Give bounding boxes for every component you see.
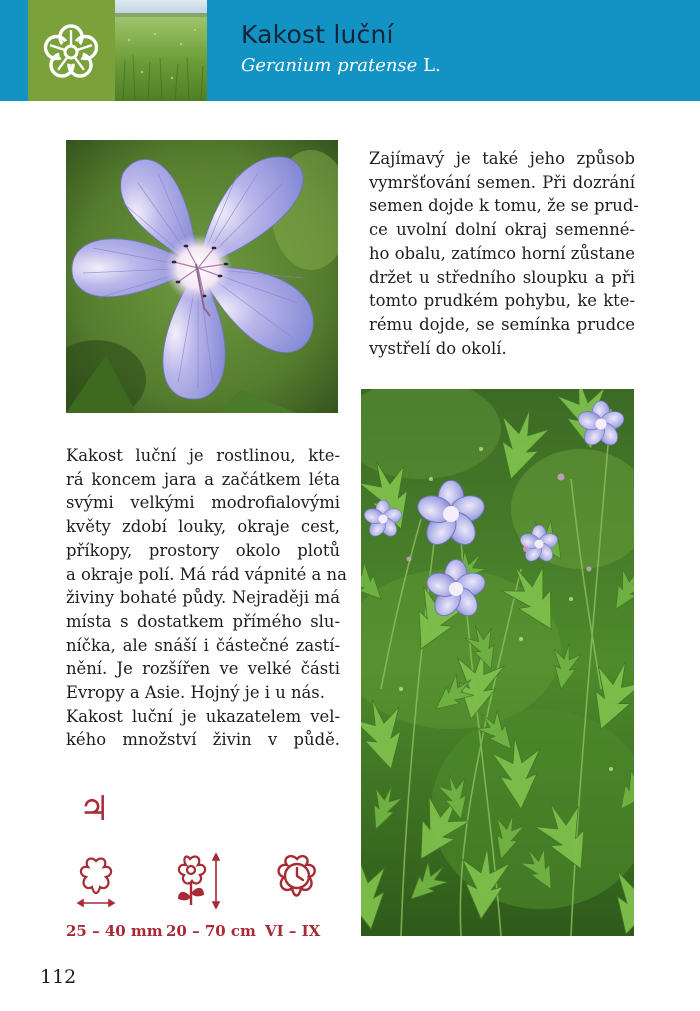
text-line: kého množství živin v půdě.: [66, 730, 340, 750]
description-paragraph: [66, 444, 347, 752]
text-line: nění. Je rozšířen ve velké části: [66, 659, 340, 679]
text-line: rému dojde, se semínka prudce: [369, 314, 635, 334]
text-line: Zajímavý je také jeho způsob: [369, 149, 635, 168]
flower-closeup-photo: [66, 140, 338, 413]
flower-size-label: 25 – 40 mm: [66, 922, 163, 940]
text-line: příkopy, prostory okolo plotů: [66, 540, 340, 560]
text-line: místa s dostatkem přímého slu-: [66, 611, 340, 631]
page-title: Kakost luční: [241, 20, 394, 49]
seed-dispersal-paragraph: [369, 147, 639, 360]
category-icon-box: [28, 0, 115, 101]
page-number: 112: [40, 966, 77, 988]
text-line: a okraje polí. Má rád vápnité a na: [66, 564, 347, 584]
text-line: rá koncem jara a začátkem léta: [66, 469, 340, 489]
perennial-symbol: ♃: [79, 789, 110, 829]
text-line: níčka, ale snáší i částečné zastí-: [66, 635, 340, 655]
plant-habit-photo: [361, 389, 634, 936]
latin-name: [241, 55, 441, 76]
flowering-months-label: VI – IX: [265, 922, 321, 940]
plant-height-label: 20 – 70 cm: [166, 922, 256, 940]
header-left-strip: [0, 0, 28, 101]
text-line: Kakost luční je ukazatelem vel-: [66, 706, 340, 726]
flower-category-icon: [41, 23, 101, 81]
flower-size-icon: [76, 853, 116, 911]
text-line: tomto prudkém pohybu, ke kte-: [369, 291, 635, 311]
text-line: živiny bohaté půdy. Nejraději má: [66, 588, 340, 608]
page-header: [0, 0, 700, 101]
text-line: Evropy a Asie. Hojný je i u nás.: [66, 683, 325, 703]
text-line: květy zdobí louky, okraje cest,: [66, 517, 340, 537]
latin-species: Geranium pratense: [241, 55, 418, 76]
plant-height-icon: [172, 853, 224, 909]
text-line: ce uvolní dolní okraj semenné-: [369, 220, 635, 240]
text-line: svými velkými modrofialovými: [66, 493, 340, 513]
latin-author: L.: [423, 55, 441, 76]
text-line: Kakost luční je rostlinou, kte-: [66, 446, 340, 465]
flowering-time-icon: [272, 853, 322, 905]
text-line: vymršťování semen. Při dozrání: [369, 172, 635, 192]
text-line: držet u středního sloupku a při: [369, 267, 635, 287]
text-line: ho obalu, zatímco horní zůstane: [369, 243, 635, 263]
text-line: semen dojde k tomu, že se prud-: [369, 196, 639, 216]
text-line: vystřelí do okolí.: [369, 338, 507, 358]
meadow-thumbnail: [115, 0, 207, 101]
